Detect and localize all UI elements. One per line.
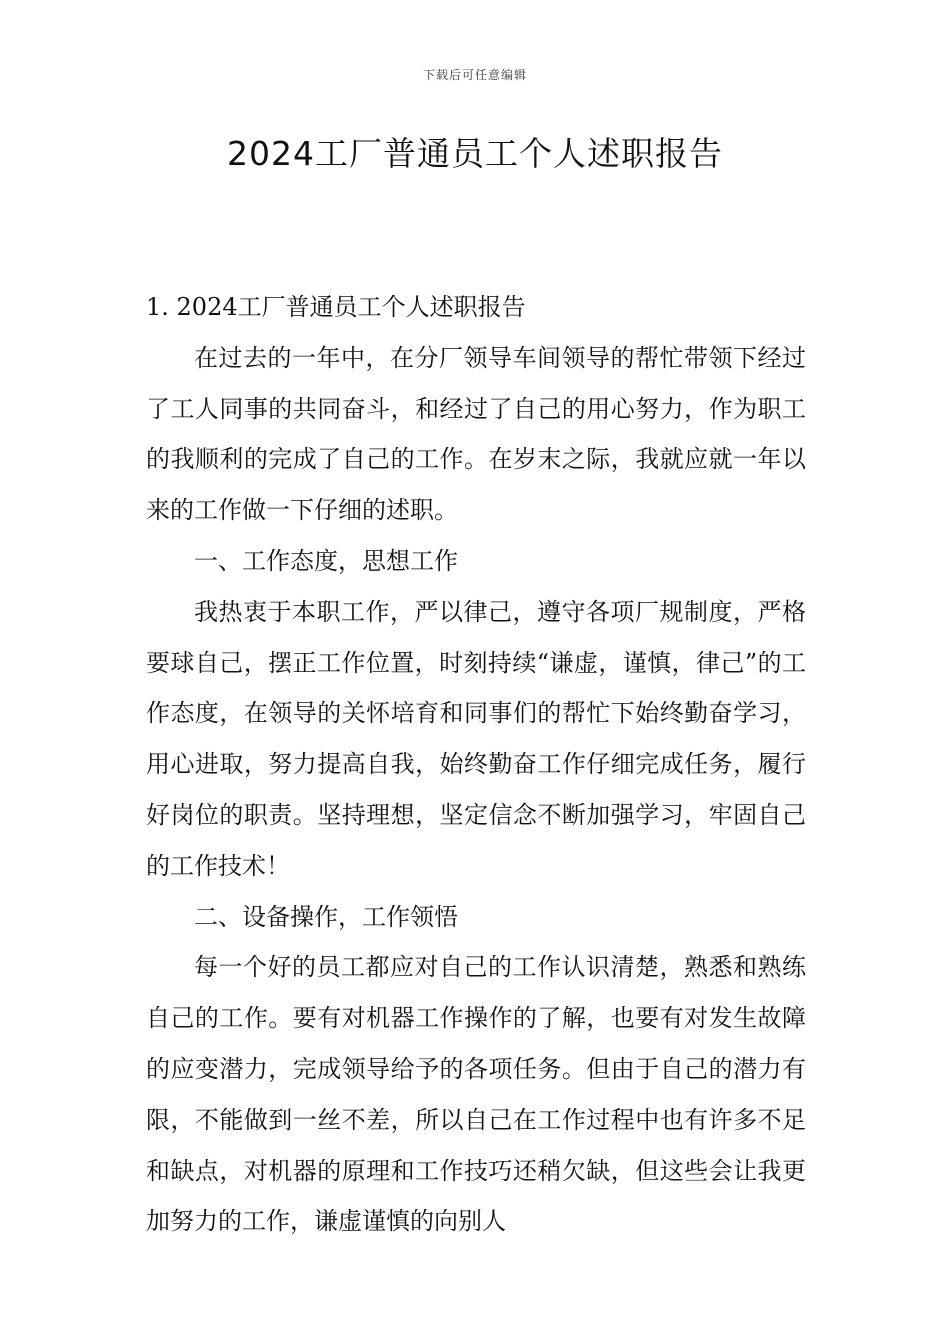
paragraph-equipment-operation: 每一个好的员工都应对自己的工作认识清楚，熟悉和熟练自己的工作。要有对机器工作操作的了解，也要有对发生故障的应变潜力，完成领导给予的各项任务。但由于自己的潜力有限，不能做到一丝不差，所以自己在工作过程中也有许多不足和缺点，对机器的原理和工作技巧还稍欠缺，但这些会让我更加努力的工作，谦虚谨慎的向别人	[146, 953, 806, 1236]
subheading-equipment-operation: 二、设备操作，工作领悟	[194, 902, 458, 931]
document-body	[146, 282, 806, 1247]
document-title: 2024工厂普通员工个人述职报告	[227, 134, 723, 173]
paragraph-intro: 在过去的一年中，在分厂领导车间领导的帮忙带领下经过了工人同事的共同奋斗，和经过了自己的用心努力，作为职工的我顺利的完成了自己的工作。在岁末之际，我就应就一年以来的工作做一下仔细的述职。	[146, 343, 806, 525]
subheading-work-attitude: 一、工作态度，思想工作	[194, 546, 458, 575]
header-note: 下载后可任意编辑	[422, 68, 527, 82]
paragraph-work-attitude: 我热衷于本职工作，严以律己，遵守各项厂规制度，严格要球自己，摆正工作位置，时刻持续“谦虚，谨慎，律己”的工作态度，在领导的关怀培育和同事们的帮忙下始终勤奋学习，用心进取，努力提高自我，始终勤奋工作仔细完成任务，履行好岗位的职责。坚持理想，坚定信念不断加强学习，牢固自己的工作技术！	[146, 597, 806, 880]
section-heading: 1. 2024工厂普通员工个人述职报告	[146, 293, 526, 321]
